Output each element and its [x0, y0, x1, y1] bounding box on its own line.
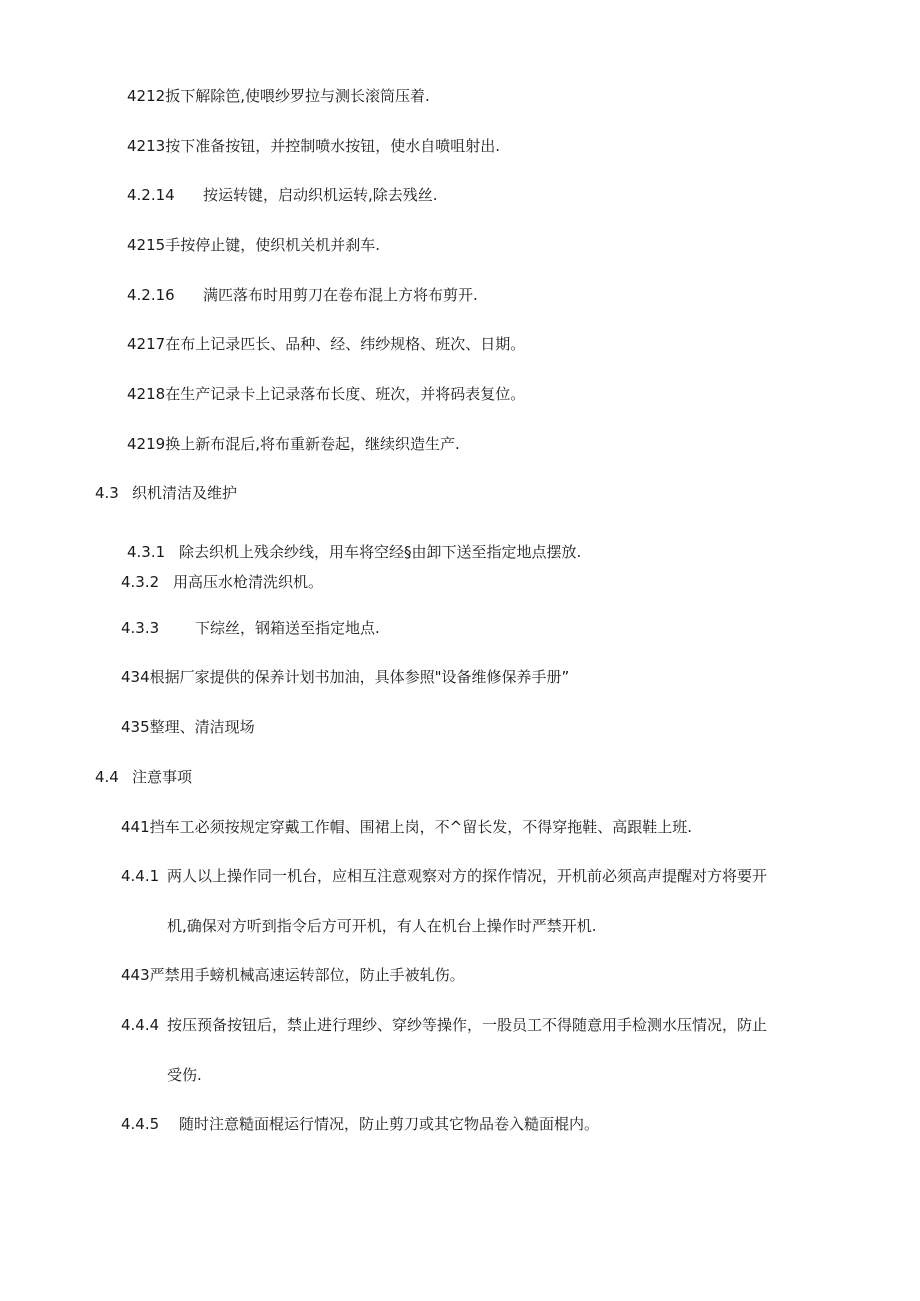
- section-heading-4-3: [95, 483, 237, 503]
- step-4-2-13: [127, 136, 500, 156]
- section-title: 注意事项: [132, 768, 193, 786]
- step-4-2-19: [127, 434, 460, 454]
- step-number: 435: [121, 718, 150, 736]
- step-number: 4.2.16: [127, 286, 175, 304]
- step-number: 441: [121, 818, 150, 836]
- section-title: 织机清洁及维护: [132, 484, 238, 502]
- step-number: 434: [121, 668, 150, 686]
- section-heading-4-4: [95, 767, 192, 787]
- step-number: 4.2.14: [127, 186, 175, 204]
- step-text: 根据厂家提供的保养计划书加油，具体参照"设备维修保养手册”: [149, 668, 570, 686]
- step-text: 扳下解除笆,使喂纱罗拉与测长滚筒压着.: [165, 87, 430, 105]
- step-text: 换上新布混后,将布重新卷起，继续织造生产.: [165, 435, 460, 453]
- step-text: 随时注意糙面棍运行情况，防止剪刀或其它物品卷入糙面棍内。: [179, 1115, 600, 1133]
- step-number: 4.3.2: [121, 573, 160, 591]
- step-text: 在生产记录卡上记录落布长度、班次，并将码表复位。: [165, 385, 526, 403]
- step-text: 下综丝，钢箱送至指定地点.: [195, 619, 380, 637]
- step-text: 挡车工必须按规定穿戴工作帽、围裙上岗，不^留长发，不得穿拖鞋、高跟鞋上班.: [149, 818, 692, 836]
- step-text: 满匹落布时用剪刀在卷布混上方将布剪开.: [203, 286, 478, 304]
- step-4-2-15: [127, 235, 380, 255]
- step-number: 4.3.3: [121, 619, 160, 637]
- step-text: 受伤.: [167, 1066, 202, 1084]
- step-text: 按下准备按钮，并控制喷水按钮，使水自喷咀射出.: [165, 137, 500, 155]
- step-number: 4.3.1: [127, 543, 166, 561]
- step-text: 按运转键，启动织机运转,除去残丝.: [203, 186, 438, 204]
- step-number: 4.4.1: [121, 867, 160, 885]
- step-text: 用高压水枪清洗织机。: [173, 573, 324, 591]
- step-4-3-5: [121, 717, 255, 737]
- step-text: 两人以上操作同一机台，应相互注意观察对方的探作情况，开机前必须高声提醒对方将要开: [167, 867, 768, 885]
- step-4-3-4: [121, 667, 569, 687]
- step-number: 4215: [127, 236, 166, 254]
- step-text: 手按停止键，使织机关机并刹车.: [165, 236, 380, 254]
- step-text: 除去织机上残余纱线，用车将空经§由卸下送至指定地点摆放.: [179, 543, 582, 561]
- step-4-2-18: [127, 384, 525, 404]
- step-continuation: [167, 1065, 202, 1085]
- step-4-2-17: [127, 334, 525, 354]
- step-number: 4213: [127, 137, 166, 155]
- step-4-4-1-a: [121, 817, 692, 837]
- step-number: 4219: [127, 435, 166, 453]
- step-number: 4217: [127, 335, 166, 353]
- step-4-3-3: [121, 618, 380, 638]
- step-4-3-1: [127, 542, 581, 562]
- step-4-2-12: [127, 86, 430, 106]
- step-text: 整理、清洁现场: [149, 718, 255, 736]
- step-4-2-14: [127, 185, 438, 205]
- step-text: 严禁用手螃机械高速运转部位，防止手被轧伤。: [149, 966, 465, 984]
- step-4-4-5: [121, 1114, 599, 1134]
- step-number: 4212: [127, 87, 166, 105]
- section-number: 4.3: [95, 484, 119, 502]
- step-4-3-2: [121, 572, 323, 592]
- step-number: 4.4.5: [121, 1115, 160, 1133]
- step-number: 4.4.4: [121, 1016, 160, 1034]
- step-number: 443: [121, 966, 150, 984]
- section-number: 4.4: [95, 768, 119, 786]
- step-4-4-3: [121, 965, 465, 985]
- step-text: 在布上记录匹长、品种、经、纬纱规格、班次、日期。: [165, 335, 526, 353]
- step-4-4-1-b: [121, 866, 767, 886]
- step-continuation: [167, 916, 597, 936]
- step-4-4-4: [121, 1015, 767, 1035]
- step-text: 机,确保对方听到指令后方可开机，有人在机台上操作时严禁开机.: [167, 917, 597, 935]
- step-number: 4218: [127, 385, 166, 403]
- step-text: 按压预备按钮后，禁止进行理纱、穿纱等操作，一股员工不得随意用手检测水压情况，防止: [167, 1016, 768, 1034]
- step-4-2-16: [127, 285, 478, 305]
